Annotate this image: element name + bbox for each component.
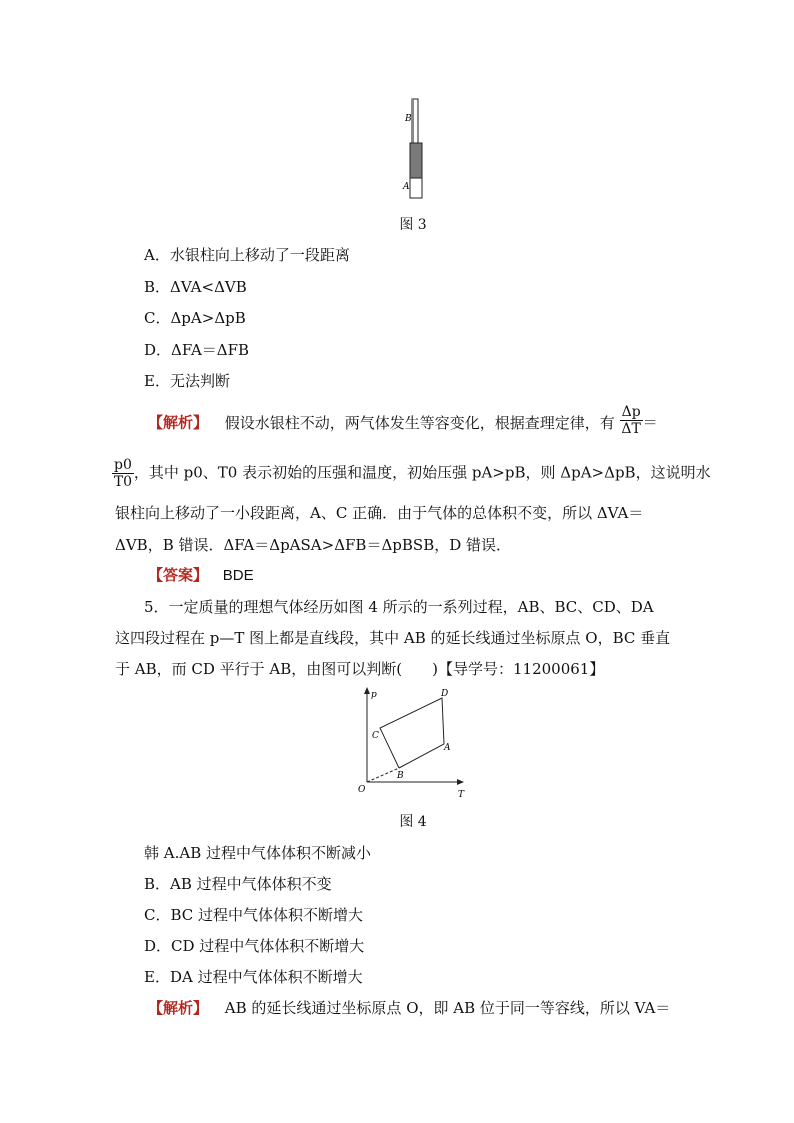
q5-option-a: 韩 A.AB 过程中气体体积不断减小 [144, 844, 371, 862]
point-a-label: A [444, 743, 451, 753]
q4-analysis-line-2 [112, 457, 711, 490]
q4-option-b: B．ΔVA<ΔVB [144, 278, 247, 296]
q4-option-e: E．无法判断 [144, 372, 230, 390]
q5-option-d: D．CD 过程中气体体积不断增大 [144, 937, 365, 955]
q5-option-e: E．DA 过程中气体体积不断增大 [144, 968, 363, 986]
q5-stem-line-1: 5．一定质量的理想气体经历如图 4 所示的一系列过程，AB、BC、CD、DA [144, 598, 654, 616]
figure-3-caption: 图 3 [399, 217, 427, 233]
equals-sign: ＝ [642, 413, 658, 432]
q4-analysis-line-1 [148, 404, 658, 437]
figure-4-caption: 图 4 [399, 814, 427, 830]
figure-4-pt-diagram [352, 684, 472, 802]
answer-tag: 【答案】 [148, 566, 209, 584]
point-d-label: D [441, 689, 449, 699]
origin-label: O [358, 785, 366, 795]
point-b-label: B [397, 771, 404, 781]
figure-3-tube [395, 95, 435, 205]
analysis-text: AB 的延长线通过坐标原点 O，即 AB 位于同一等容线，所以 VA＝ [224, 999, 671, 1017]
q5-stem-line-3: 于 AB，而 CD 平行于 AB，由图可以判断( )【导学号：11200061】 [115, 660, 605, 678]
analysis-tag: 【解析】 [148, 413, 209, 432]
analysis-text: 假设水银柱不动，两气体发生等容变化，根据查理定律，有 [224, 413, 615, 432]
analysis-tag: 【解析】 [148, 999, 209, 1017]
q5-analysis-line-1 [148, 998, 670, 1018]
point-c-label: C [372, 731, 379, 741]
axis-t-label: T [458, 790, 465, 800]
q4-option-d: D．ΔFA＝ΔFB [144, 341, 250, 359]
analysis-text: ，其中 p0、T0 表示初始的压强和温度，初始压强 pA>pB，则 ΔpA>ΔpB，这说明水 [133, 463, 711, 482]
q4-option-c: C．ΔpA>ΔpB [144, 309, 246, 327]
axis-p-label: p [371, 690, 377, 700]
fraction-dp-dt: $\frac{\Delta p}{\Delta T}$ [621, 404, 641, 437]
answer-value: BDE [222, 567, 254, 584]
q4-analysis-line-3: 银柱向上移动了一小段距离，A、C 正确．由于气体的总体积不变，所以 ΔVA＝ [115, 504, 644, 522]
q4-option-a: A．水银柱向上移动了一段距离 [144, 246, 350, 264]
q5-option-b: B．AB 过程中气体体积不变 [144, 875, 332, 893]
q4-analysis-line-4: ΔVB，B 错误．ΔFA＝ΔpASA>ΔFB＝ΔpBSB，D 错误． [115, 536, 512, 554]
q5-stem-line-2: 这四段过程在 p—T 图上都是直线段，其中 AB 的延长线通过坐标原点 O，BC 垂直 [115, 629, 671, 647]
fraction-p0-t0: $\frac{p0}{T0}$ [113, 457, 133, 490]
tube-label-a: A [403, 182, 410, 192]
tube-label-b: B [405, 114, 412, 124]
q4-answer [148, 565, 254, 586]
q5-option-c: C．BC 过程中气体体积不断增大 [144, 906, 364, 924]
